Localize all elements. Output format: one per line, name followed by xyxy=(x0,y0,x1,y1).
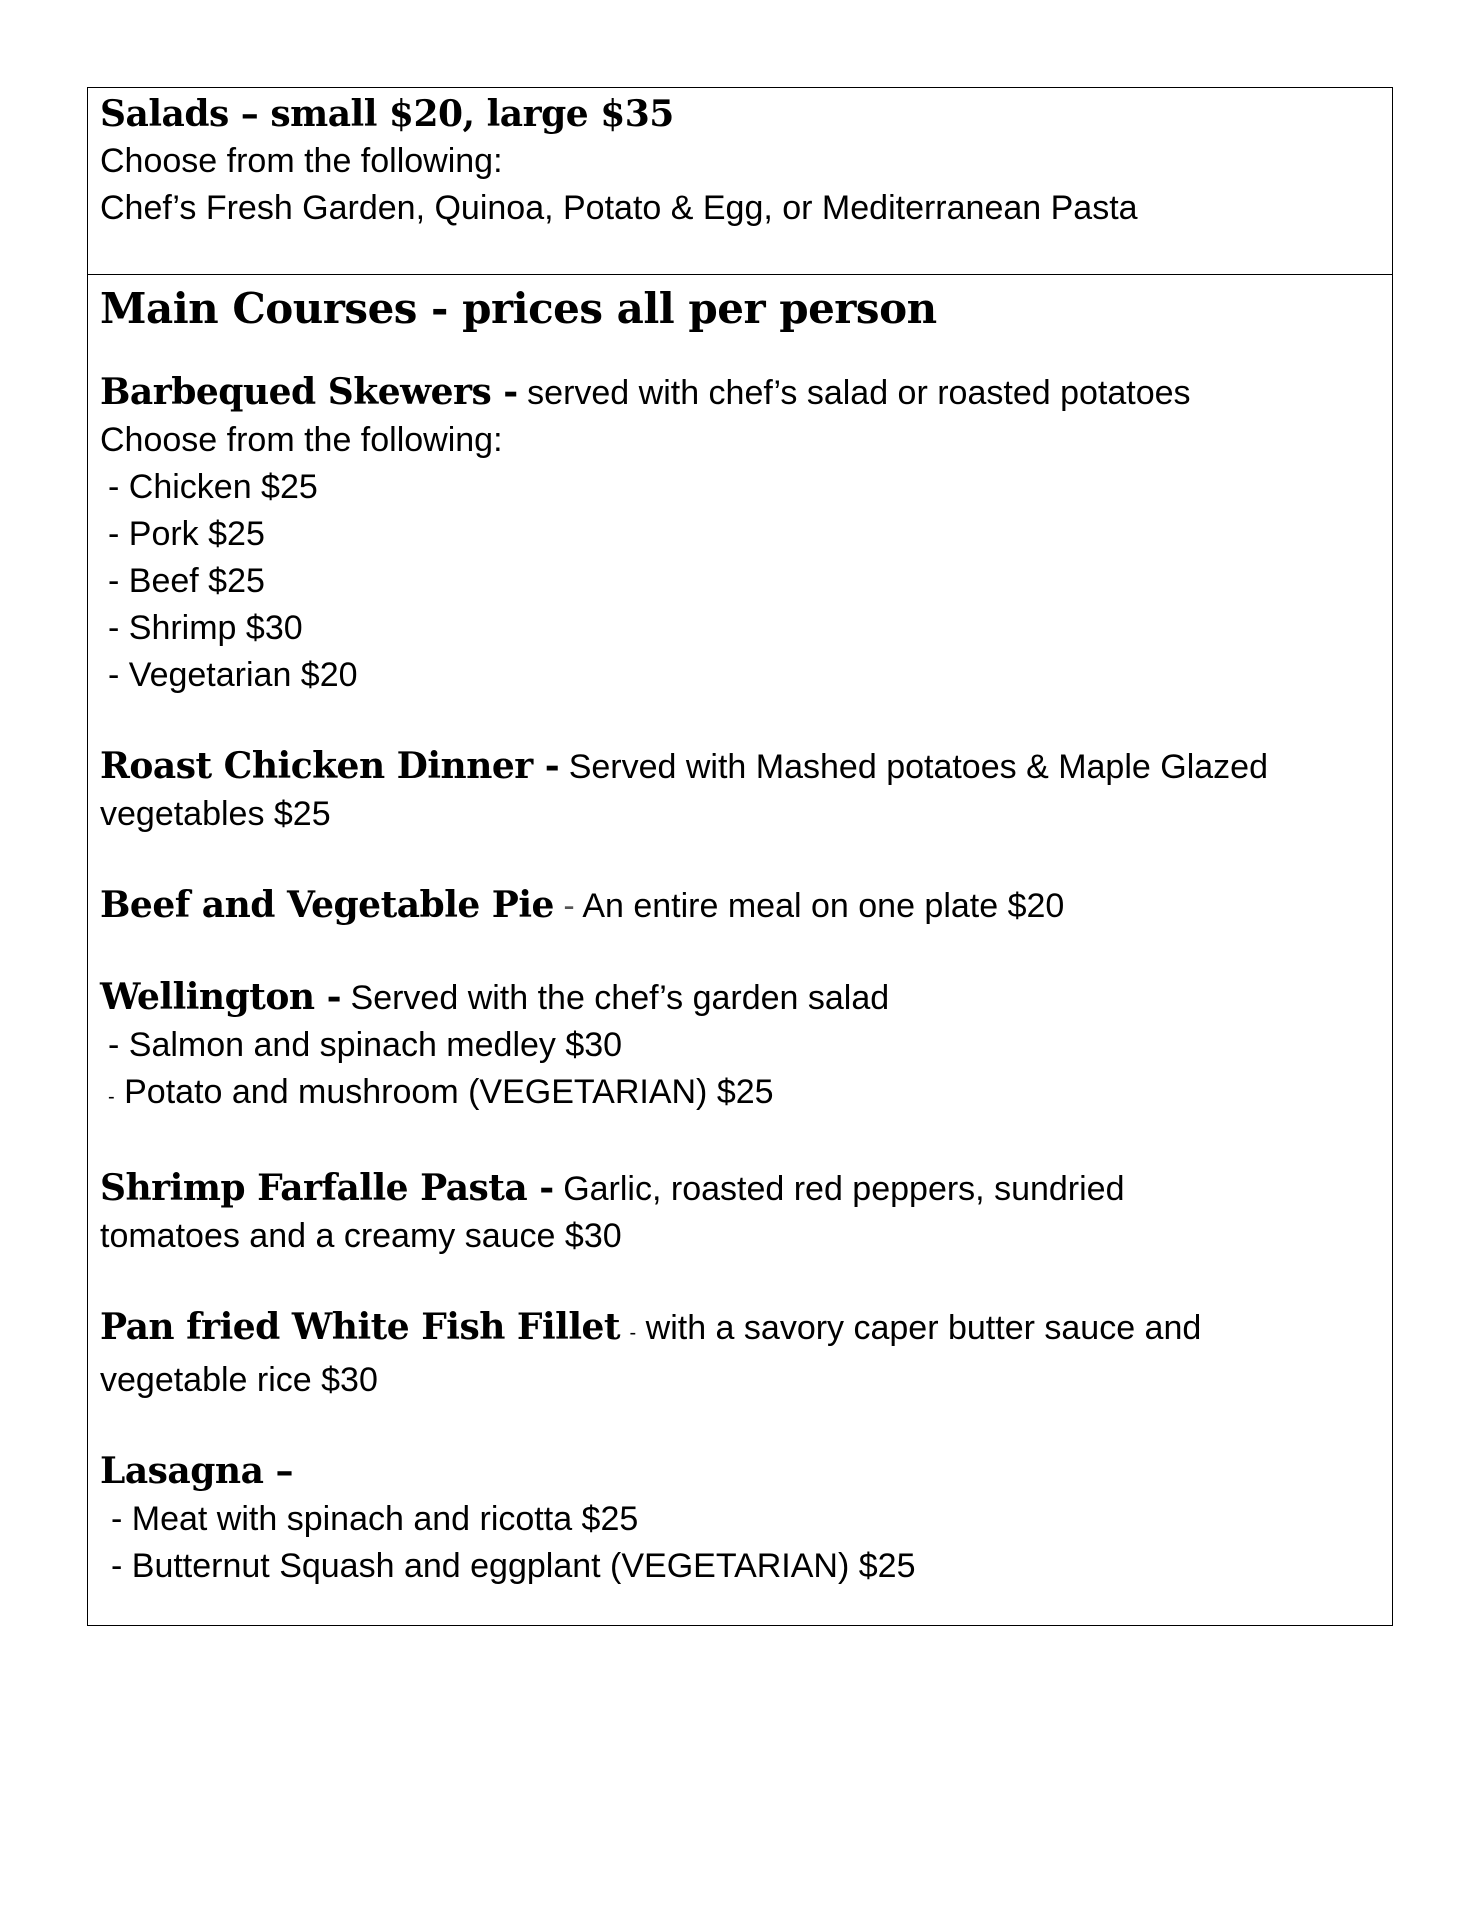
dish-roast-chicken-dinner xyxy=(100,743,1380,838)
sub-item-shrimp: - Shrimp $30 xyxy=(108,609,303,647)
main-courses-title: Main Courses - prices all per person xyxy=(100,284,937,333)
dish-description: served with chef’s salad or roasted potatoes xyxy=(527,374,1191,412)
dish-description-continued: vegetable rice $30 xyxy=(100,1361,378,1399)
sub-item-butternut: - Butternut Squash and eggplant (VEGETARIAN) $25 xyxy=(111,1547,916,1585)
dish-description: with a savory caper butter sauce and xyxy=(645,1309,1202,1347)
dish-description: Served with Mashed potatoes & Maple Glazed xyxy=(568,748,1268,786)
menu-table xyxy=(87,87,1393,1626)
dish-beef-vegetable-pie xyxy=(100,882,1380,930)
sub-item-potato-mushroom xyxy=(100,1069,1380,1121)
dish-name: Barbequed Skewers - xyxy=(100,371,518,413)
sub-item-beef: - Beef $25 xyxy=(108,562,265,600)
dish-description-continued: vegetables $25 xyxy=(100,795,331,833)
salads-title: Salads – small $20, large $35 xyxy=(100,93,674,135)
dish-shrimp-farfalle-pasta xyxy=(100,1165,1380,1260)
dish-description: Served with the chef’s garden salad xyxy=(350,979,890,1017)
dish-dash: - xyxy=(563,887,575,925)
sub-item-pork: - Pork $25 xyxy=(108,515,265,553)
dish-white-fish-fillet xyxy=(100,1304,1380,1404)
dish-barbequed-skewers xyxy=(100,369,1380,699)
sub-item-vegetarian: - Vegetarian $20 xyxy=(108,656,358,694)
dish-name: Roast Chicken Dinner - xyxy=(100,745,560,787)
dish-description: Garlic, roasted red peppers, sundried xyxy=(563,1170,1125,1208)
dish-name: Pan fried White Fish Fillet xyxy=(100,1306,621,1348)
dish-description-continued: tomatoes and a creamy sauce $30 xyxy=(100,1217,622,1255)
main-courses-section xyxy=(88,275,1392,1625)
sub-item-dash: - xyxy=(108,1086,115,1108)
dish-name: Beef and Vegetable Pie xyxy=(100,884,554,926)
sub-item-chicken: - Chicken $25 xyxy=(108,468,318,506)
sub-item-meat: - Meat with spinach and ricotta $25 xyxy=(111,1500,639,1538)
sub-item-text: Potato and mushroom (VEGETARIAN) $25 xyxy=(124,1073,774,1111)
dish-name: Lasagna – xyxy=(100,1450,293,1492)
dish-name: Shrimp Farfalle Pasta - xyxy=(100,1167,554,1209)
sub-item-salmon: - Salmon and spinach medley $30 xyxy=(108,1026,623,1064)
salads-options: Chef’s Fresh Garden, Quinoa, Potato & Egg, or Mediterranean Pasta xyxy=(100,189,1138,227)
dish-wellington xyxy=(100,974,1380,1121)
dish-name: Wellington - xyxy=(100,976,342,1018)
salads-intro: Choose from the following: xyxy=(100,142,503,180)
dish-dash: - xyxy=(629,1322,637,1344)
dish-lasagna xyxy=(100,1448,1380,1590)
dish-intro: Choose from the following: xyxy=(100,421,503,459)
salads-section xyxy=(88,88,1392,275)
dish-description: An entire meal on one plate $20 xyxy=(582,887,1065,925)
